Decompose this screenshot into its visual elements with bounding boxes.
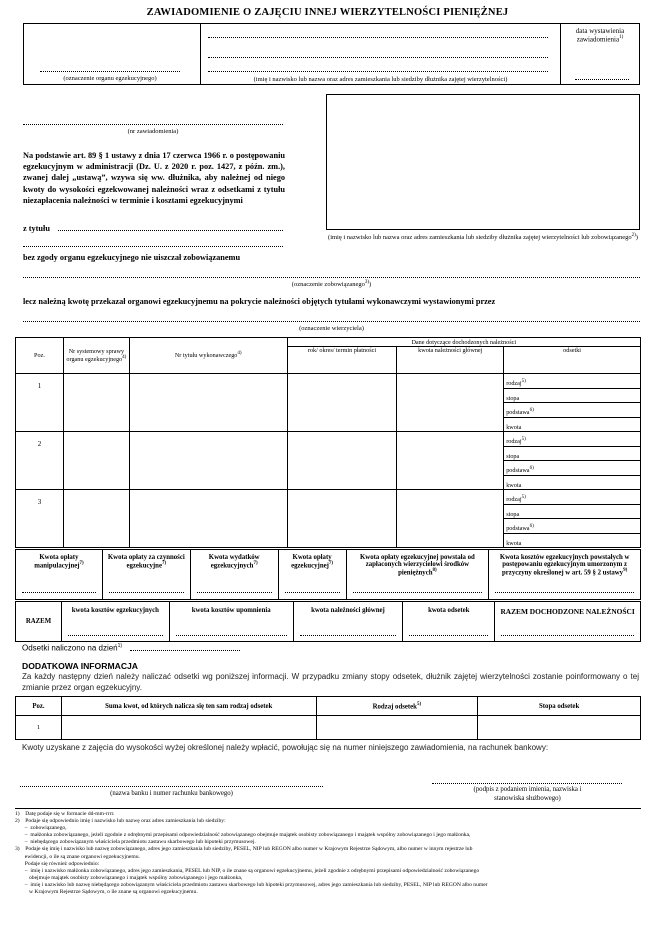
odsetki-kwota[interactable]: kwota (504, 417, 641, 432)
row-kwota-glowna[interactable] (397, 432, 504, 490)
odsetki-kwota[interactable]: kwota (504, 475, 641, 490)
date-label: data wystawienia zawiadomienia (575, 27, 625, 44)
fee-cell-1[interactable]: Kwota opłaty za czynności egzekucyjne$^{7)}$ (102, 550, 190, 600)
odsetki-rodzaj[interactable]: rodzaj$^{5)}$ (504, 490, 641, 505)
row-kwota-glowna[interactable] (397, 374, 504, 432)
obligor-box (326, 94, 640, 230)
row-nr-systemowy[interactable] (63, 432, 129, 490)
dt-poz: Poz. (16, 697, 62, 716)
odsetki-rodzaj[interactable]: rodzaj$^{5)}$ (504, 432, 641, 447)
dt-suma: Suma kwot, od których nalicza się ten sam rodzaj odsetek (61, 697, 316, 716)
row-poz: 1 (16, 374, 64, 432)
debtor-field-2[interactable] (208, 57, 548, 58)
odsetki-rodzaj[interactable]: rodzaj$^{5)}$ (504, 374, 641, 389)
footnote-line: – niebędącego zobowiązanym właściciela przedmiotu zastawu skarbowego lub hipoteki przymusowej. (15, 839, 256, 846)
date-field[interactable] (575, 79, 629, 80)
wierzyciel-field[interactable] (23, 321, 640, 322)
col-rok: rok/ okres/ termin płatności (287, 347, 397, 374)
fees-table (15, 549, 641, 600)
signature-caption: (podpis z podaniem imienia, nazwiska i stanowiska służbowego) (473, 786, 582, 802)
razem-col-0[interactable]: kwota kosztów egzekucyjnych (61, 602, 169, 642)
bez-zgody-text: bez zgody organu egzekucyjnego nie uiszczał zobowiązanemu (23, 253, 241, 262)
razem-col-2[interactable]: kwota należności głównej (293, 602, 403, 642)
row-nr-tytulu[interactable] (129, 490, 287, 548)
odsetki-podstawa[interactable]: podstawa$^{6)}$ (504, 403, 641, 418)
dt-rodzaj: Rodzaj odsetek$^{5)}$ (316, 697, 478, 716)
row-nr-tytulu[interactable] (129, 432, 287, 490)
nr-caption: (nr zawiadomienia) (127, 128, 179, 135)
footnote-line: w Krajowym Rejestrze Sądowym, o ile znane są organowi egzekucyjnemu. (15, 889, 198, 896)
footnote-line: ewidencji, o ile są znane organowi egzekucyjnemu. (15, 853, 140, 860)
debtor-field-3[interactable] (208, 71, 548, 72)
razem-col-3[interactable]: kwota odsetek (403, 602, 495, 642)
footnote-line: 3) Podaje się imię i nazwisko lub nazwę zobowiązanego, adres jego zamieszkania lub siedziby, PESEL, NIP lub REGON albo numer w Krajowym Rejestrze Sądowym, albo numer w innym rejestrze lub (15, 846, 473, 853)
row-nr-systemowy[interactable] (63, 490, 129, 548)
razem-col-4[interactable]: RAZEM DOCHODZONE NALEŻNOŚCI (495, 602, 641, 642)
fee-cell-3[interactable]: Kwota opłaty egzekucyjnej$^{7)}$ (278, 550, 346, 600)
odsetki-stopa[interactable]: stopa (504, 388, 641, 403)
razem-col-1[interactable]: kwota kosztów upomnienia (169, 602, 293, 642)
footnotes (15, 811, 641, 896)
kwoty-text: Kwoty uzyskane z zajęcia do wysokości wyżej określonej należy wpłacić, powołując się na numer niniejszego zawiadomienia, na rachunek bankowy: (22, 743, 549, 752)
dt-row-suma[interactable] (61, 716, 316, 740)
fee-cell-2[interactable]: Kwota wydatków egzekucyjnych$^{7)}$ (190, 550, 278, 600)
z-tytulu-field-2[interactable] (23, 246, 283, 247)
col-kwota-glowna: kwota należności głównej (397, 347, 504, 374)
footnote-line: – zobowiązanego, (15, 825, 67, 832)
row-nr-systemowy[interactable] (63, 374, 129, 432)
odsetki-stopa[interactable]: stopa (504, 504, 641, 519)
dt-row-rodzaj[interactable] (316, 716, 478, 740)
footnote-line: Podaje się również odpowiednio: (15, 860, 100, 867)
footnote-line: – imię i nazwisko małżonka zobowiązanego, adres jego zamieszkania, PESEL lub NIP, o ile znane są organowi egzekucyjnemu, jeżeli zgodnie z odrębnymi przepisami odpowiedzialność zobowiązanego (15, 867, 480, 874)
razem-label: RAZEM (16, 602, 62, 642)
footnote-line: 1) Datę podaje się w formacie dd-mm-rrrr. (15, 811, 115, 817)
bank-caption: (nazwa banku i numer rachunku bankowego) (110, 790, 233, 797)
row-rok[interactable] (287, 432, 397, 490)
footnote-line: obejmuje majątek osobisty zobowiązanego i majątek wspólny zobowiązanego i jego małżonka, (15, 874, 243, 881)
row-poz: 2 (16, 432, 64, 490)
debtor-field-1[interactable] (208, 37, 548, 38)
legal-text: Na podstawie art. 89 § 1 ustawy z dnia 17 czerwca 1966 r. o postępowaniu egzekucyjnym w administracji (Dz. U. z 2020 r. poz. 1427, z późn. zm.), zwanej dalej „ustawą”, wzywa się ww. dłużnika, aby należnej od niego kwoty do wysokości egzekwowanej należności wraz z odsetkami z tytułu niezapłacenia należności w terminie i kosztami egzekucyjnymi (23, 151, 285, 205)
bank-field[interactable] (20, 786, 323, 787)
fee-cell-4[interactable]: Kwota opłaty egzekucyjnej powstała od zapłaconych wierzycielowi środków pieniężnych$^{8)}$ (346, 550, 489, 600)
zobowiazany-field[interactable] (23, 277, 640, 278)
row-kwota-glowna[interactable] (397, 490, 504, 548)
dt-stopa: Stopa odsetek (478, 697, 641, 716)
z-tytulu-field[interactable] (58, 230, 283, 231)
footnote-line: – małżonka zobowiązanego, jeżeli zgodnie z odrębnymi przepisami odpowiedzialność zobowiązanego obejmuje majątek osobisty zobowiązanego i majątek wspólny zobowiązanego i jego małżonka, (15, 832, 471, 839)
odsetki-kwota[interactable]: kwota (504, 533, 641, 548)
debtor-caption: (imię i nazwisko lub nazwa oraz adres zamieszkania lub siedziby dłużnika zajętej wierzytelności) (253, 76, 508, 83)
signature-field[interactable] (432, 783, 622, 784)
footnote-line: – imię i nazwisko lub nazwę niebędącego zobowiązanym właściciela przedmiotu zastawu skarbowego lub hipoteki przymusowej, adres jego zamieszkania lub siedziby, PESEL, NIP lub REGON albo numer (15, 881, 488, 888)
dodatkowa-heading: DODATKOWA INFORMACJA (22, 661, 139, 671)
row-poz: 3 (16, 490, 64, 548)
row-nr-tytulu[interactable] (129, 374, 287, 432)
lecz-text: lecz należną kwotę przekazał organowi egzekucyjnemu na pokrycie należności objętych tytułami wykonawczymi wystawionymi przez (23, 297, 496, 306)
dt-row-poz: 1 (16, 716, 62, 740)
fee-cell-5[interactable]: Kwota kosztów egzekucyjnych powstałych w postępowaniu egzekucyjnym umorzonym z przyczyny określonej w art. 59 § 2 ustawy$^{9)}$ (489, 550, 641, 600)
odsetki-naliczono: Odsetki naliczono na dzień (22, 643, 118, 653)
obligor-caption: (imię i nazwisko lub nazwa oraz adres zamieszkania lub siedziby dłużnika zajętej wierzytelności lub zobowiązanego (328, 234, 632, 242)
row-rok[interactable] (287, 490, 397, 548)
document-title: ZAWIADOMIENIE O ZAJĘCIU INNEJ WIERZYTELNOŚCI PIENIĘŻNEJ (146, 7, 509, 18)
organ-caption: (oznaczenie organu egzekucyjnego) (63, 75, 157, 82)
odsetki-podstawa[interactable]: podstawa$^{6)}$ (504, 519, 641, 534)
zobowiazany-caption: (oznaczenie zobowiązanego (291, 281, 365, 289)
wierzyciel-caption: (oznaczenie wierzyciela) (299, 325, 364, 332)
odsetki-podstawa[interactable]: podstawa$^{6)}$ (504, 461, 641, 476)
razem-table (15, 601, 641, 642)
col-nr-systemowy: Nr systemowy sprawy organu egzekucyjnego$^{4)}$ (63, 338, 129, 374)
col-poz: Poz. (16, 338, 64, 374)
row-rok[interactable] (287, 374, 397, 432)
dt-row-stopa[interactable] (478, 716, 641, 740)
col-odsetki: odsetki (504, 347, 641, 374)
z-tytulu-label: z tytułu (23, 224, 50, 233)
dodatkowa-text: Za każdy następny dzień należy naliczać odsetki wg poniższej informacji. W przypadku zmiany stopy odsetek, dłużnik zajętej wierzytelności zostanie poinformowany o tej zmianie przez organ egzekucyjny. (22, 672, 639, 692)
dodatkowa-table (15, 696, 641, 740)
odsetki-date-field[interactable] (130, 650, 240, 651)
col-dane-header: Dane dotyczące dochodzonych należności (287, 338, 640, 347)
footnote-line: 2) Podaje się odpowiednio imię i nazwisko lub nazwę oraz adres zamieszkania lub siedziby: (15, 818, 226, 825)
odsetki-stopa[interactable]: stopa (504, 446, 641, 461)
fee-cell-0[interactable]: Kwota opłaty manipulacyjnej$^{7)}$ (16, 550, 103, 600)
col-nr-tytulu: Nr tytułu wykonawczego$^{4)}$ (129, 338, 287, 374)
nr-field[interactable] (23, 124, 283, 125)
organ-field[interactable] (40, 71, 180, 72)
main-table (15, 337, 641, 548)
